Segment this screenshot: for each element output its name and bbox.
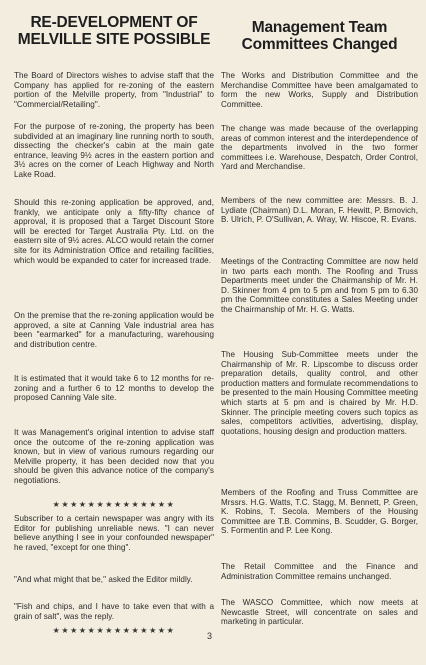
joke-paragraph <box>14 514 214 552</box>
article-paragraph <box>221 350 418 436</box>
article-title-redevelopment: RE-DEVELOPMENT OF MELVILLE SITE POSSIBLE <box>17 14 211 48</box>
article-paragraph <box>221 124 418 172</box>
article-paragraph <box>14 71 214 109</box>
article-paragraph <box>221 257 418 315</box>
article-paragraph <box>14 374 214 403</box>
article-paragraph <box>221 196 418 225</box>
article-paragraph <box>14 311 214 349</box>
article-paragraph <box>221 562 418 581</box>
article-paragraph <box>14 428 214 486</box>
paragraph-text: Should this re-zoning application be approved, and, frankly, we anticipate only a fifty-fifty chance of approval, it is proposed that a Target Discount Store will be erected for Target Australia Pty. Ltd. on the eastern site of 9½ acres. ALCO would retain the corner site for its Administration Office and retailing facilities, which would be expanded to cater for increased trade. <box>14 198 214 265</box>
paragraph-text: Members of the new committee are: Messrs. B. J. Lydiate (Chairman) D.L. Moran, F. Hewitt, P. Brnovich, B. Ulrich, P. O'Sullivan, A. Wray, W. Hiscoe, R. Evans. <box>221 196 418 225</box>
paragraph-text: The Retail Committee and the Finance and Administration Committee remains unchanged. <box>221 562 418 581</box>
article-paragraph <box>14 122 214 180</box>
star-divider: ★★★★★★★★★★★★★★ <box>52 500 176 509</box>
star-divider: ★★★★★★★★★★★★★★ <box>52 626 176 635</box>
paragraph-text: The Housing Sub-Committee meets under the Chairmanship of Mr. R. Lipscombe to discuss order preparation details, quality control, and other production matters and formulate recommendations to be presented to the main Housing Committee meeting which starts at 5 pm and is chaired by Mr. H.D. Skinner. The principle meeting covers such topics as sales, competitors activities, advertising, display, quotations, housing design and production matters. <box>221 350 418 436</box>
paragraph-text: "Fish and chips, and I have to take even that with a grain of salt", was the reply. <box>14 602 214 621</box>
article-paragraph <box>14 198 214 265</box>
paragraph-text: It was Management's original intention to advise staff once the outcome of the re-zoning application was known, but in view of various rumours regarding our Melville property, it has been decided now that you should be given this advance notice of the company's negotiations. <box>14 428 214 485</box>
paragraph-text: On the premise that the re-zoning application would be approved, a site at Canning Vale industrial area has been "earmarked" for a manufacturing, warehousing and distribution centre. <box>14 311 214 349</box>
paragraph-text: Meetings of the Contracting Committee are now held in two parts each month. The Roofing and Truss Departments meet under the Chairmanship of Mr. H. D. Skinner from 4 pm to 5 pm and from 5 pm to 6.30 pm the Committee constitutes a Sales Meeting under the Chairmanship of Mr. H. G. Watts. <box>221 257 418 314</box>
paragraph-text: Members of the Roofing and Truss Committee are Mrssrs. H.G. Watts, T.C. Stagg, M. Bennett, P. Green, K. Robins, T. Secola. Members of the Housing Committee are T.B. Commins, B. Scudder, G. Borger, S. Formentin and P. Lee Kong. <box>221 488 418 536</box>
paragraph-text: Subscriber to a certain newspaper was angry with its Editor for publishing unreliable news. "I can never believe anything I see in your confounded newspaper" he raved, "except for one thing". <box>14 514 214 552</box>
article-paragraph <box>221 488 418 536</box>
paragraph-text: The Works and Distribution Committee and the Merchandise Committee have been amalgamated to form the new Works, Supply and Distribution Committee. <box>221 71 418 109</box>
paragraph-text: "And what might that be," asked the Editor mildly. <box>14 575 193 584</box>
paragraph-text: It is estimated that it would take 6 to 12 months for re-zoning and a further 6 to 12 months to develop the proposed Canning Vale site. <box>14 374 214 403</box>
joke-paragraph <box>14 602 214 621</box>
page-number: 3 <box>207 631 213 641</box>
article-title-committees: Management Team Committees Changed <box>241 19 398 53</box>
joke-paragraph <box>14 575 214 585</box>
paragraph-text: The WASCO Committee, which now meets at Newcastle Street, will concentrate on sales and marketing in particular. <box>221 598 418 627</box>
paragraph-text: The Board of Directors wishes to advise staff that the Company has applied for re-zoning of the eastern portion of the Melville property, from "Industrial" to "Commercial/Retailing". <box>14 71 214 109</box>
paragraph-text: The change was made because of the overlapping areas of common interest and the interdependence of the departments involved in the two former committees i.e. Warehouse, Despatch, Order Control, Yard and Merchandise. <box>221 124 418 172</box>
article-paragraph <box>221 598 418 627</box>
article-paragraph <box>221 71 418 109</box>
paragraph-text: For the purpose of re-zoning, the property has been subdivided at an imaginary line running north to south, dissecting the checker's cabin at the main gate entrance, leaving 9½ acres in the eastern portion and 3½ acres on the corner of Leach Highway and North Lake Road. <box>14 122 214 179</box>
